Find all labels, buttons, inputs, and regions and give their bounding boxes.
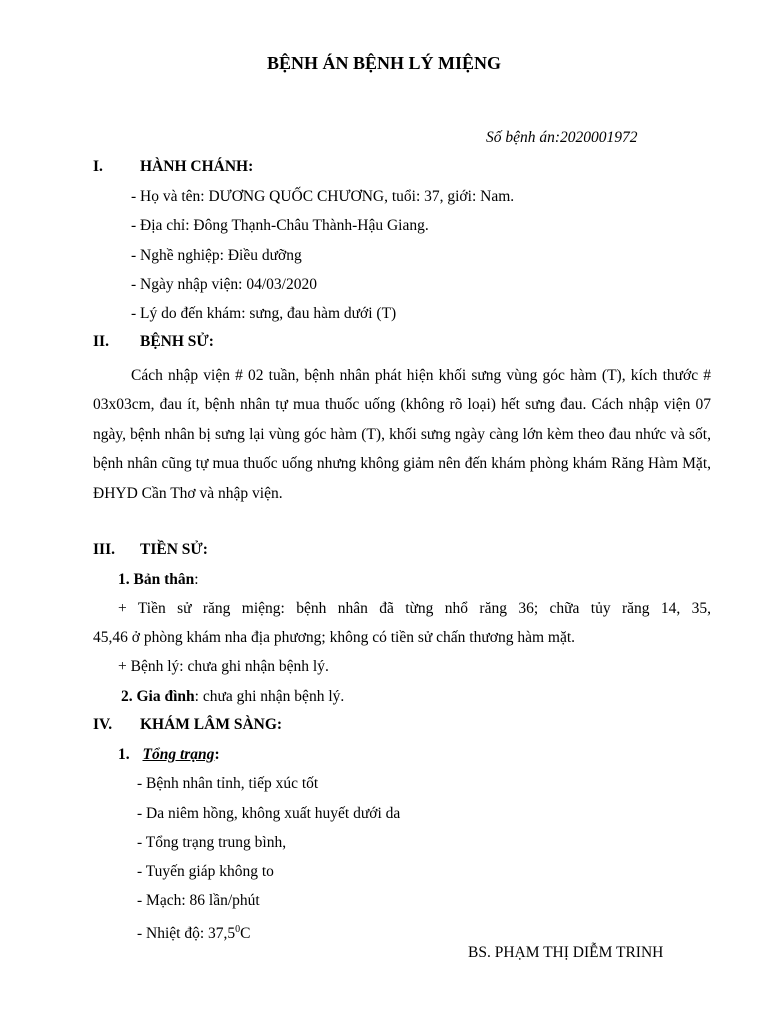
- section-1-heading: HÀNH CHÁNH:: [140, 158, 254, 175]
- past-family-row: [121, 687, 344, 707]
- exam-sub-number: 1.: [118, 746, 130, 763]
- admin-address: - Địa chỉ: Đông Thạnh-Châu Thành-Hậu Giang.: [131, 217, 429, 234]
- past-family-text: : chưa ghi nhận bệnh lý.: [194, 688, 345, 705]
- admin-occupation: - Nghề nghiệp: Điều dưỡng: [131, 247, 302, 264]
- past-self-dental-2: 45,46 ở phòng khám nha địa phương; không có tiền sử chấn thương hàm mặt.: [93, 629, 575, 646]
- past-self-label: 1. Bản thân: [118, 571, 195, 588]
- section-4-heading: KHÁM LÂM SÀNG:: [140, 716, 283, 733]
- admin-reason: - Lý do đến khám: sưng, đau hàm dưới (T): [131, 305, 397, 322]
- section-4-number: IV.: [93, 716, 113, 733]
- past-self-disease: + Bệnh lý: chưa ghi nhận bệnh lý.: [118, 658, 329, 675]
- exam-item: - Mạch: 86 lần/phút: [137, 892, 260, 909]
- exam-general-row: [118, 745, 220, 765]
- exam-temperature-value: - Nhiệt độ: 37,5: [137, 925, 236, 943]
- exam-item: - Tuyến giáp không to: [137, 863, 274, 880]
- past-self-dental-1: + Tiền sử răng miệng: bệnh nhân đã từng nhổ răng 36; chữa tủy răng 14, 35,: [118, 600, 711, 617]
- section-3-number: III.: [93, 541, 115, 558]
- history-paragraph: Cách nhập viện # 02 tuần, bệnh nhân phát hiện khối sưng vùng góc hàm (T), kích thước # 03x03cm, đau ít, bệnh nhân tự mua thuốc uống (không rõ loại) hết sưng đau. Cách nhập viện 07 ngày, bệnh nhân bị sưng lại vùng góc hàm (T), khối sưng ngày càng lớn kèm theo đau nhức và sốt, bệnh nhân cũng tự mua thuốc uống nhưng không giảm nên đến khám phòng khám Răng Hàm Mặt, ĐHYD Cần Thơ và nhập viện.: [93, 367, 711, 502]
- section-1-number: I.: [93, 158, 103, 175]
- section-2-number: II.: [93, 333, 109, 350]
- exam-item: - Da niêm hồng, không xuất huyết dưới da: [137, 805, 401, 822]
- document-title: BỆNH ÁN BỆNH LÝ MIỆNG: [266, 53, 502, 73]
- exam-item: - Bệnh nhân tỉnh, tiếp xúc tốt: [137, 775, 319, 792]
- exam-sub-colon: :: [214, 746, 220, 763]
- past-self-colon: :: [194, 571, 199, 588]
- exam-sub-label: Tổng trạng: [142, 746, 215, 763]
- exam-temperature-unit: C: [240, 925, 251, 943]
- admin-admission-date: - Ngày nhập viện: 04/03/2020: [131, 276, 317, 293]
- exam-temperature-degree: 0: [235, 924, 241, 935]
- past-family-label: 2. Gia đình: [121, 688, 195, 705]
- admin-name: - Họ và tên: DƯƠNG QUỐC CHƯƠNG, tuổi: 37, giới: Nam.: [131, 188, 515, 205]
- exam-item: - Tổng trạng trung bình,: [137, 834, 287, 851]
- doctor-signature-name: BS. PHẠM THỊ DIỄM TRINH: [468, 944, 664, 961]
- past-self-row: [118, 570, 199, 590]
- record-number: Số bệnh án:2020001972: [486, 129, 638, 146]
- exam-temperature: [137, 920, 251, 944]
- section-3-heading: TIỀN SỬ:: [140, 541, 208, 558]
- section-2-heading: BỆNH SỬ:: [140, 333, 214, 350]
